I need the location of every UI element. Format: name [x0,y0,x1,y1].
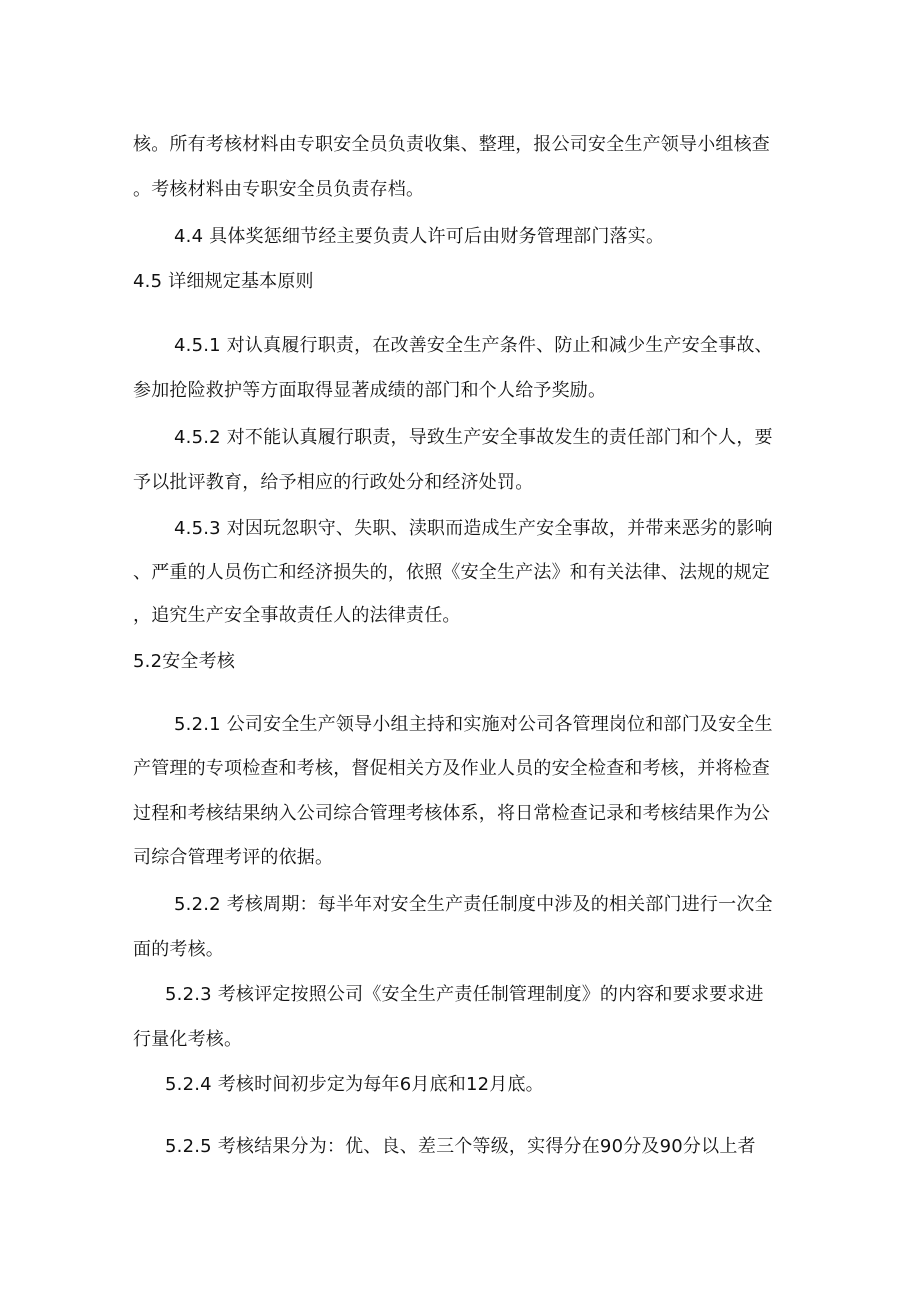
paragraph-line: 产管理的专项检查和考核，督促相关方及作业人员的安全检查和考核，并将检查 [133,758,770,779]
clause-5-2-4: 5.2.4 考核时间初步定为每年6月底和12月底。 [165,1074,544,1095]
paragraph-line: 司综合管理考评的依据。 [133,847,334,868]
clause-5-2-2: 5.2.2 考核周期：每半年对安全生产责任制度中涉及的相关部门进行一次全 [174,894,773,915]
clause-4-5-3: 4.5.3 对因玩忽职守、失职、渎职而造成生产安全事故，并带来恶劣的影响 [174,518,773,539]
clause-5-2-3: 5.2.3 考核评定按照公司《安全生产责任制管理制度》的内容和要求要求进 [165,984,764,1005]
paragraph-line: 。考核材料由专职安全员负责存档。 [133,179,425,200]
paragraph-line: 核。所有考核材料由专职安全员负责收集、整理，报公司安全生产领导小组核查 [133,134,770,155]
paragraph-line: 参加抢险救护等方面取得显著成绩的部门和个人给予奖励。 [133,380,607,401]
paragraph-line: ，追究生产安全事故责任人的法律责任。 [133,605,461,626]
clause-5-2-5: 5.2.5 考核结果分为：优、良、差三个等级，实得分在90分及90分以上者 [165,1136,756,1157]
paragraph-line: 予以批评教育，给予相应的行政处分和经济处罚。 [133,472,534,493]
section-heading-4-4: 4.4 具体奖惩细节经主要负责人许可后由财务管理部门落实。 [174,226,665,247]
paragraph-line: 、严重的人员伤亡和经济损失的，依照《安全生产法》和有关法律、法规的规定 [133,562,770,583]
paragraph-line: 行量化考核。 [133,1029,243,1050]
section-heading-5-2: 5.2安全考核 [133,651,236,672]
paragraph-line: 过程和考核结果纳入公司综合管理考核体系，将日常检查记录和考核结果作为公 [133,803,770,824]
section-heading-4-5: 4.5 详细规定基本原则 [133,271,314,292]
clause-4-5-2: 4.5.2 对不能认真履行职责，导致生产安全事故发生的责任部门和个人，要 [174,427,773,448]
clause-4-5-1: 4.5.1 对认真履行职责，在改善安全生产条件、防止和减少生产安全事故、 [174,335,773,356]
paragraph-line: 面的考核。 [133,939,224,960]
clause-5-2-1: 5.2.1 公司安全生产领导小组主持和实施对公司各管理岗位和部门及安全生 [174,714,773,735]
